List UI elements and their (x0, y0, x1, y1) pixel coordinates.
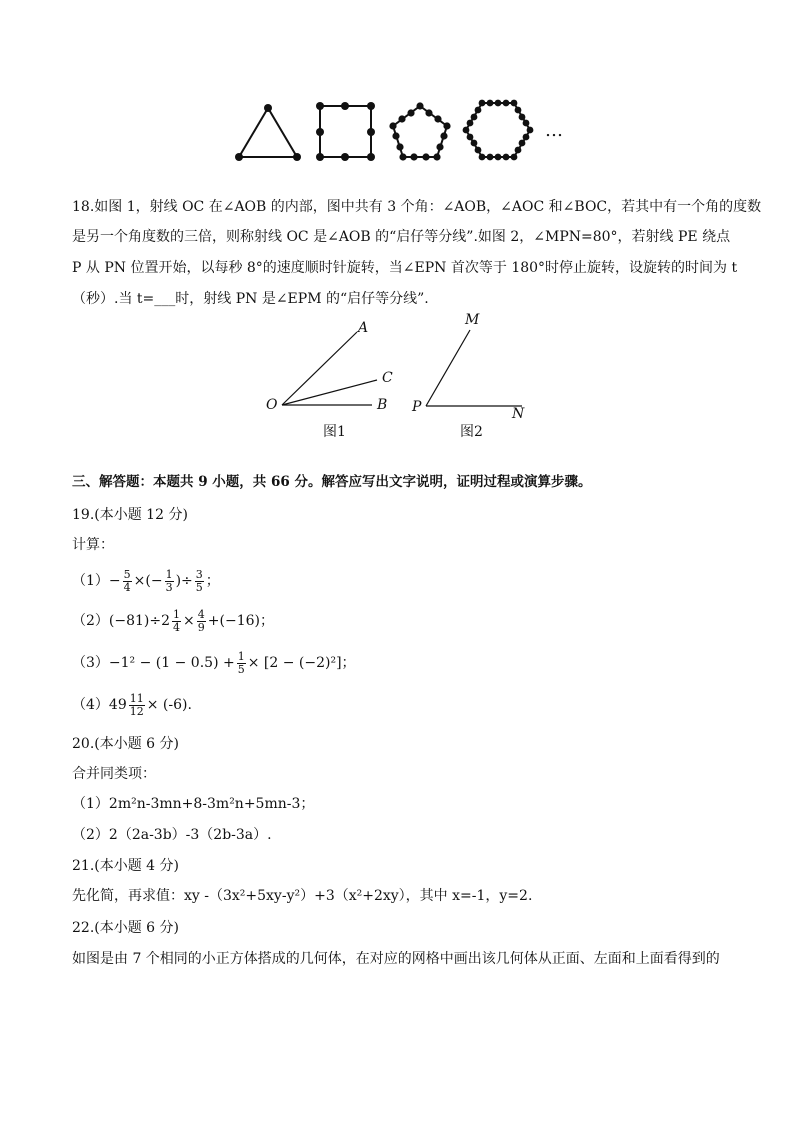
q19-part-4: （4）49 $\frac{11}{12}$ × (-6). (72, 691, 192, 718)
q18-line-4: （秒）.当 t=___时，射线 PN 是∠EPM 的“启仔等分线”. (72, 291, 429, 307)
q21-text: 先化简，再求值：xy -（3x²+5xy-y²）+3（x²+2xy），其中 x=-1，y=2. (72, 888, 533, 904)
q19-part-2: （2）(−81)÷2 $\frac{1}{4}$ × $\frac{4}{9}$ +(−16)； (72, 607, 274, 634)
q18-line-3: P 从 PN 位置开始，以每秒 8°的速度顺时针旋转，当∠EPN 首次等于 180°时停止旋转，设旋转的时间为 t (72, 260, 738, 276)
dot-square (320, 106, 371, 157)
q22-title: 22.(本小题 6 分) (72, 920, 179, 936)
dot-triangle (239, 108, 297, 157)
q22-text: 如图是由 7 个相同的小正方体搭成的几何体，在对应的网格中画出该几何体从正面、左面和上面看得到的 (72, 951, 720, 967)
q19-part-1: （1）− $\frac{5}{4}$ ×(− $\frac{1}{3}$ )÷ $\frac{3}{5}$ ； (72, 567, 220, 594)
pattern-ellipsis: … (545, 120, 563, 141)
fig2-caption: 图2 (460, 424, 483, 440)
q18-line-1: 18.如图 1，射线 OC 在∠AOB 的内部，图中共有 3 个角：∠AOB，∠AOC 和∠BOC，若其中有一个角的度数 (72, 199, 762, 215)
fig2-label-m: M (465, 312, 480, 328)
fig1-label-o: O (266, 397, 278, 413)
q18-line-2: 是另一个角度数的三倍，则称射线 OC 是∠AOB 的“启仔等分线”.如图 2，∠MPN=80°，若射线 PE 绕点 (72, 229, 731, 245)
q20-part-1: （1）2m²n-3mn+8-3m²n+5mn-3； (72, 796, 315, 812)
fig2-label-n: N (512, 406, 525, 422)
q19-title: 19.(本小题 12 分) (72, 507, 188, 523)
fig1-caption: 图1 (323, 424, 346, 440)
fig1-label-c: C (382, 370, 393, 386)
section-3-heading: 三、解答题：本题共 9 小题，共 66 分。解答应写出文字说明，证明过程或演算步骤。 (72, 474, 592, 490)
figure-2-angle (410, 318, 540, 418)
q20-instruction: 合并同类项： (72, 766, 156, 782)
q19-part-3: （3）−1² − (1 − 0.5) + $\frac{1}{5}$ × [2 − (−2)²]； (72, 649, 356, 676)
dot-shape-pattern-figure (225, 95, 585, 167)
fig1-label-a: A (358, 320, 369, 336)
q19-instruction: 计算： (72, 537, 114, 553)
q21-title: 21.(本小题 4 分) (72, 858, 179, 874)
q20-title: 20.(本小题 6 分) (72, 736, 179, 752)
q20-part-2: （2）2（2a-3b）-3（2b-3a）. (72, 827, 272, 843)
fig1-label-b: B (377, 397, 388, 413)
fig2-label-p: P (412, 399, 422, 415)
